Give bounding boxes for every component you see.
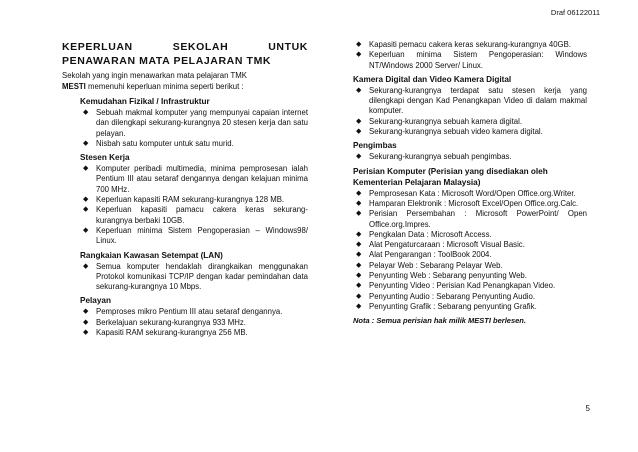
list-item-text: Kapasiti pemacu cakera keras sekurang-kurangnya 40GB. [369, 40, 571, 49]
bullet-list [80, 307, 308, 338]
list-item [353, 199, 587, 209]
list-item [353, 292, 587, 302]
list-item-text: Penyunting Web : Sebarang penyunting Web. [369, 271, 527, 281]
list-item [353, 250, 587, 260]
list-item [353, 230, 587, 240]
diamond-bullet-icon: ◆ [83, 165, 89, 173]
diamond-bullet-icon: ◆ [356, 199, 362, 207]
list-item-text: Sekurang-kurangnya terdapat satu stesen kerja yang dilengkapi dengan Kad Penangkapan Video di dalam makmal komputer. [369, 85, 587, 116]
list-item [80, 307, 308, 317]
list-item [353, 152, 587, 162]
list-item-text: Penyunting Video : Perisian Kad Penangkapan Video. [369, 281, 556, 291]
diamond-bullet-icon: ◆ [83, 196, 89, 204]
list-item-text: Semua komputer hendaklah dirangkaikan menggunakan Protokol komunikasi TCP/IP dengan kadar pemindahan data sekurang-kurangnya 10 Mbps. [96, 261, 308, 292]
diamond-bullet-icon: ◆ [356, 117, 362, 125]
diamond-bullet-icon: ◆ [356, 241, 362, 249]
bullet-list [80, 164, 308, 246]
list-item-text: Pemprosesan Kata : Microsoft Word/Open Office.org.Writer. [369, 188, 576, 198]
list-item-text: Pelayar Web : Sebarang Pelayar Web. [369, 260, 503, 270]
diamond-bullet-icon: ◆ [83, 318, 89, 326]
list-item [353, 240, 587, 250]
list-item [353, 127, 587, 137]
diamond-bullet-icon: ◆ [356, 282, 362, 290]
section-heading: Rangkaian Kawasan Setempat (LAN) [80, 250, 223, 260]
section-heading: Pengimbas [353, 141, 397, 151]
diamond-bullet-icon: ◆ [356, 128, 362, 136]
list-item-text: Sekurang-kurangnya sebuah pengimbas. [369, 152, 512, 162]
list-item-text: Alat Pengarangan : ToolBook 2004. [369, 250, 492, 260]
list-item-text: Pengkalan Data : Microsoft Access. [369, 229, 492, 239]
diamond-bullet-icon: ◆ [356, 51, 362, 59]
diamond-bullet-icon: ◆ [356, 272, 362, 280]
license-note: Nota : Semua perisian hak milik MESTI berlesen. [353, 316, 526, 326]
list-item-text: Hamparan Elektronik : Microsoft Excel/Open Office.org.Calc. [369, 198, 579, 208]
list-item [80, 195, 308, 205]
list-item [80, 205, 308, 226]
list-item [80, 164, 308, 195]
list-item-text: Sebuah makmal komputer yang mempunyai capaian internet dan dilengkapi sekurang-kurangnya 20 stesen kerja dan satu pelayan. [96, 108, 308, 138]
diamond-bullet-icon: ◆ [356, 41, 362, 48]
diamond-bullet-icon: ◆ [356, 261, 362, 269]
intro-emphasis: MESTI [62, 81, 86, 91]
list-item [80, 318, 308, 328]
list-item [353, 189, 587, 199]
list-item-text: Pemproses mikro Pentium III atau setaraf dengannya. [96, 307, 283, 317]
list-item-text: Perisian Persembahan : Microsoft PowerPoint/ Open Office.org.Impres. [369, 209, 587, 229]
bullet-list [80, 108, 308, 149]
list-item [353, 281, 587, 291]
diamond-bullet-icon: ◆ [83, 109, 89, 116]
bullet-list [353, 189, 587, 313]
list-item [353, 271, 587, 281]
list-item [353, 261, 587, 271]
list-item-text: Keperluan minima Sistem Pengoperasian – Windows98/ Linux. [96, 225, 308, 246]
list-item [353, 40, 587, 50]
left-sections [62, 96, 308, 338]
list-item-text: Nisbah satu komputer untuk satu murid. [96, 138, 234, 148]
list-item-text: Penyunting Grafik : Sebarang penyunting Grafik. [369, 301, 537, 311]
list-item-text: Alat Pengaturcaraan : Microsoft Visual Basic. [369, 240, 525, 250]
right-sections [353, 74, 587, 312]
section-heading: Kemudahan Fizikal / Infrastruktur [80, 97, 210, 106]
bullet-list [353, 86, 587, 137]
draft-label: Draf 06122011 [550, 8, 600, 17]
diamond-bullet-icon: ◆ [356, 292, 362, 300]
list-item-text: Komputer peribadi multimedia, minima pemprosesan ialah Pentium III atau setaraf dengannya dengan kelajuan minima 700 MHz. [96, 164, 308, 194]
list-item-text: Berkelajuan sekurang-kurangnya 933 MHz. [96, 317, 246, 327]
diamond-bullet-icon: ◆ [83, 139, 89, 147]
list-item-text: Penyunting Audio : Sebarang Penyunting Audio. [369, 291, 536, 301]
list-item-text: Sekurang-kurangnya sebuah video kamera digital. [369, 127, 543, 137]
diamond-bullet-icon: ◆ [356, 230, 362, 238]
bullet-list [353, 152, 587, 162]
section-heading: Kamera Digital dan Video Kamera Digital [353, 74, 512, 84]
intro-rest: memenuhi keperluan minima seperti berikut : [85, 81, 244, 91]
right-column [353, 40, 587, 325]
list-item [80, 139, 308, 149]
list-item [353, 209, 587, 230]
diamond-bullet-icon: ◆ [356, 251, 362, 259]
list-item [353, 86, 587, 117]
section-heading: Pelayan [80, 296, 111, 306]
diamond-bullet-icon: ◆ [356, 210, 362, 218]
diamond-bullet-icon: ◆ [356, 86, 362, 94]
list-item [80, 226, 308, 247]
diamond-bullet-icon: ◆ [83, 226, 89, 234]
page-title: KEPERLUAN SEKOLAH UNTUK PENAWARAN MATA PELAJARAN TMK [62, 41, 308, 67]
left-column [62, 40, 308, 340]
intro-paragraph [62, 71, 308, 92]
list-item [80, 328, 308, 338]
list-item-text: Sekurang-kurangnya sebuah kamera digital. [369, 116, 522, 126]
diamond-bullet-icon: ◆ [356, 189, 362, 197]
bullet-list [80, 262, 308, 293]
list-item [353, 117, 587, 127]
diamond-bullet-icon: ◆ [356, 153, 362, 161]
diamond-bullet-icon: ◆ [356, 302, 362, 310]
list-item [353, 50, 587, 71]
diamond-bullet-icon: ◆ [83, 329, 89, 337]
diamond-bullet-icon: ◆ [83, 262, 89, 270]
list-item-text: Keperluan minima Sistem Pengoperasian: Windows NT/Windows 2000 Server/ Linux. [369, 50, 587, 70]
intro-line: Sekolah yang ingin menawarkan mata pelajaran TMK [62, 71, 247, 80]
section-heading: Perisian Komputer (Perisian yang disediakan oleh Kementerian Pelajaran Malaysia) [353, 166, 548, 187]
diamond-bullet-icon: ◆ [83, 206, 89, 214]
page-number: 5 [585, 404, 590, 413]
diamond-bullet-icon: ◆ [83, 308, 89, 316]
list-item [80, 108, 308, 139]
right-top-list [353, 40, 587, 71]
list-item-text: Keperluan kapasiti RAM sekurang-kurangnya 128 MB. [96, 195, 285, 205]
list-item [353, 302, 587, 312]
list-item-text: Keperluan kapasiti pamacu cakera keras sekurang-kurangnya berbaki 10GB. [96, 205, 308, 225]
list-item [80, 262, 308, 293]
section-heading: Stesen Kerja [80, 153, 130, 163]
list-item-text: Kapasiti RAM sekurang-kurangnya 256 MB. [96, 328, 248, 338]
